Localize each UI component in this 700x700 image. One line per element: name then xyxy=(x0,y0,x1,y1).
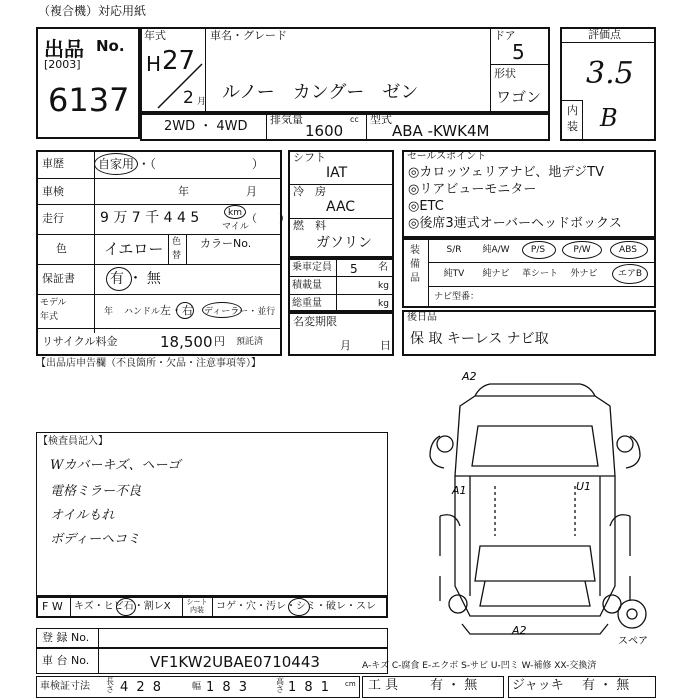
equip-pw-oval xyxy=(562,241,602,259)
score-value: 3.5 xyxy=(586,56,634,91)
equip-tv: 純TV xyxy=(443,269,465,279)
dims-unit: cm xyxy=(345,680,356,688)
equip-leather: 革シート xyxy=(521,269,558,279)
equip-sr: S/R xyxy=(446,245,462,255)
mileage-value: 9 万 7 千 4 4 5 xyxy=(100,210,200,226)
shape-label: 形状 xyxy=(494,67,516,80)
year-value: 27 xyxy=(162,46,196,76)
aircon-value: AAC xyxy=(326,199,356,215)
handle-value: 左・右 xyxy=(160,304,193,317)
fw-stone-chip-oval xyxy=(116,598,136,616)
recycle-value: 18,500 xyxy=(160,333,213,351)
jack-label: ジャッキ xyxy=(512,678,564,693)
equip-abs: ABS xyxy=(619,245,637,255)
mileage-label: 走行 xyxy=(42,212,64,225)
color-value: イエロー xyxy=(104,240,164,258)
warranty-value: 有 ・ 無 xyxy=(110,271,161,287)
dims-width: 1 8 3 xyxy=(206,680,250,695)
navi-model-label: ナビ型番： xyxy=(434,292,480,302)
displacement-unit: cc xyxy=(350,115,359,124)
diagram-mark-left: A1 xyxy=(452,484,467,497)
mileage-unit-km: km xyxy=(228,208,242,218)
seller-notes-label: 【出品店申告欄（不良箇所・欠品・注意事項等）】 xyxy=(36,358,261,369)
handle-label: ハンドル xyxy=(124,307,161,317)
aftermarket-label: 後日品 xyxy=(407,312,437,323)
fuel-value: ガソリン xyxy=(316,235,372,251)
dims-label: 車検証寸法 xyxy=(40,681,90,692)
load-unit: kg xyxy=(378,281,389,291)
diagram-mark-top: A2 xyxy=(462,370,477,383)
dealer-value: ディーラー・並行 xyxy=(204,307,276,317)
load-label: 積載量 xyxy=(292,280,322,291)
shift-label: シフト xyxy=(293,151,326,164)
sales-point-4: ◎後席3連式オーバーヘッドボックス xyxy=(408,216,622,231)
aftermarket-value: 保 取 キーレス ナビ取 xyxy=(410,331,549,347)
equip-abs-oval xyxy=(610,241,648,259)
year-month-unit: 月 xyxy=(197,97,207,107)
equip-navi: 純ナビ xyxy=(482,269,510,279)
equip-airbag: エアB xyxy=(617,269,643,279)
history-label: 車歴 xyxy=(42,157,64,170)
interior-label-1: 内 xyxy=(567,104,578,117)
history-options: 自家用 ・（ ） xyxy=(98,157,264,171)
score-label: 評価点 xyxy=(588,28,621,41)
color-label: 色 xyxy=(56,242,67,255)
displacement-label: 排気量 xyxy=(270,113,303,126)
inspector-line-3: オイルもれ xyxy=(50,508,115,523)
year-label: 年式 xyxy=(144,29,166,42)
dims-height-label: 高さ xyxy=(276,677,284,694)
warranty-label: 保証書 xyxy=(42,272,75,285)
handle-selected-oval xyxy=(176,302,194,319)
damage-legend: A-キズ C-腐食 E-エクボ S-サビ U-凹ミ W-補修 XX-交換済 xyxy=(362,661,597,671)
model-value: ABA -KWK4M xyxy=(392,122,490,140)
vehicle-name-label: 車名・グレード xyxy=(210,29,287,42)
dims-height: 1 8 1 xyxy=(288,680,332,695)
sales-point-1: ◎カロッツェリアナビ、地デジTV xyxy=(408,165,605,180)
sales-point-3: ◎ETC xyxy=(408,199,444,214)
fw-label: F W xyxy=(42,600,63,613)
inspector-line-4: ボディーヘコミ xyxy=(50,532,140,547)
shape-value: ワゴン xyxy=(496,88,542,106)
gross-weight-label: 総重量 xyxy=(292,298,322,309)
shift-value: IAT xyxy=(326,165,348,181)
fuel-label: 燃 料 xyxy=(293,219,326,232)
model-year-label-2: 年式 xyxy=(40,312,59,322)
lot-label: 出品 xyxy=(44,37,84,61)
sales-points-label: セールスポイント xyxy=(407,151,487,162)
mileage-unit-mile: マイル xyxy=(222,222,249,232)
mileage-paren: （ ） xyxy=(246,212,290,225)
equip-pw: P/W xyxy=(573,245,591,255)
lot-number: 6137 xyxy=(48,81,130,119)
dims-length-label: 長さ xyxy=(106,677,114,694)
doors-label: ドア xyxy=(494,29,516,42)
history-selected-oval xyxy=(94,153,138,175)
inspection-month-unit: 月 xyxy=(246,185,257,198)
fw-interior-text: コゲ・穴・汚レ・シミ・破レ・スレ xyxy=(216,601,376,612)
sales-point-2: ◎リアビューモニター xyxy=(408,182,537,197)
diagram-mark-right: U1 xyxy=(576,480,592,493)
color-change-label-1: 色 xyxy=(172,237,182,247)
recycle-label: リサイクル料金 xyxy=(42,335,118,348)
drive-type: 2WD ・ 4WD xyxy=(164,119,248,134)
car-damage-diagram xyxy=(400,366,670,656)
dealer-selected-oval xyxy=(202,302,242,318)
aircon-label: 冷 房 xyxy=(293,185,326,198)
displacement-value: 1600 xyxy=(305,122,344,140)
mileage-km-oval xyxy=(224,205,246,219)
inspection-year-unit: 年 xyxy=(178,185,189,198)
lot-box xyxy=(36,27,140,139)
jack-value: 有 ・ 無 xyxy=(582,678,630,693)
doors-value: 5 xyxy=(512,40,525,64)
fw-interior-label: シート内装 xyxy=(186,598,208,614)
dims-width-label: 幅 xyxy=(192,682,202,692)
vehicle-name: ルノー カングー ゼン xyxy=(222,82,419,103)
tools-label: 工 具 xyxy=(368,678,399,693)
capacity-label: 乗車定員 xyxy=(292,262,332,273)
gross-weight-unit: kg xyxy=(378,299,389,309)
equip-airbag-oval xyxy=(612,264,648,284)
name-change-month: 月 xyxy=(340,339,351,352)
spare-label: スペア xyxy=(618,636,648,647)
capacity-unit: 名 xyxy=(378,262,388,273)
lot-year-code: [2003] xyxy=(44,58,81,71)
inspector-line-1: Wカバーキズ、ヘーゴ xyxy=(50,458,181,473)
equip-ps-oval xyxy=(522,241,556,259)
diagram-mark-bottom: A2 xyxy=(512,624,527,637)
model-year-label-1: モデル xyxy=(40,298,67,308)
year-month: 2 xyxy=(183,88,194,108)
model-year-unit: 年 xyxy=(104,307,114,317)
sheet-header-note: （複合機）対応用紙 xyxy=(38,4,147,18)
equip-ps: P/S xyxy=(530,245,546,255)
year-era: H xyxy=(146,52,162,76)
equipment-label: 装備品 xyxy=(410,245,420,284)
lot-no-label: No. xyxy=(96,37,125,55)
model-label: 型式 xyxy=(370,113,392,126)
fw-text: キズ・ヒビ石・割レX xyxy=(74,601,171,612)
inspection-label: 車検 xyxy=(42,185,64,198)
chassis-value: VF1KW2UBAE0710443 xyxy=(150,653,320,671)
inspector-label: 【検査員記入】 xyxy=(38,436,108,447)
warranty-selected-oval xyxy=(106,267,132,291)
fw-stain-oval xyxy=(288,598,310,616)
registration-label: 登 録 No. xyxy=(42,631,90,644)
interior-value: B xyxy=(600,104,618,132)
tools-value: 有 ・ 無 xyxy=(430,678,478,693)
equip-aw: 純A/W xyxy=(482,245,510,255)
inspector-line-2: 電格ミラー不良 xyxy=(50,484,142,499)
name-change-day: 日 xyxy=(380,339,391,352)
recycle-unit: 円 xyxy=(214,335,225,348)
name-change-label: 名変期限 xyxy=(293,315,337,328)
dims-length: 4 2 8 xyxy=(120,680,164,695)
capacity-value: 5 xyxy=(350,262,358,276)
interior-label-2: 装 xyxy=(567,120,578,133)
equip-ext-navi: 外ナビ xyxy=(570,269,598,279)
recycle-note: 預託済 xyxy=(236,337,264,347)
color-change-label-2: 替 xyxy=(172,251,182,261)
chassis-label: 車 台 No. xyxy=(42,654,90,667)
color-no-label: カラーNo. xyxy=(200,237,252,250)
